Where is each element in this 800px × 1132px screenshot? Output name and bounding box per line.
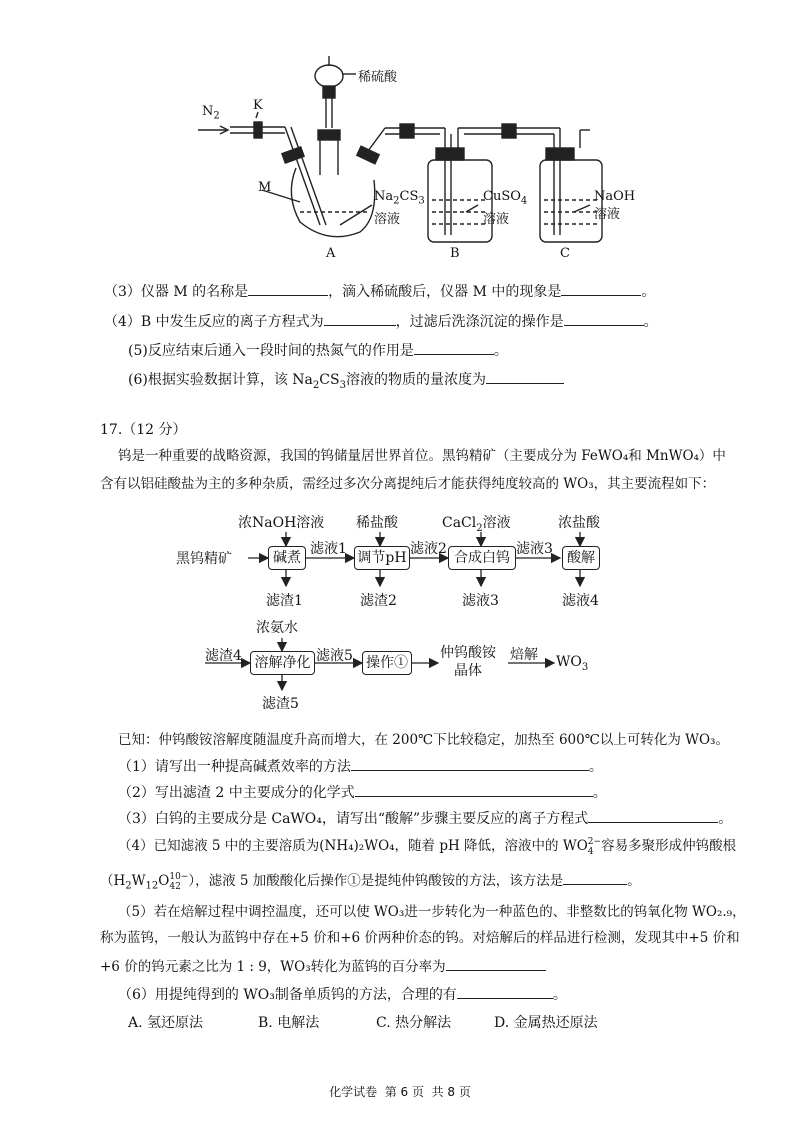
filtrate-5: 滤液5 xyxy=(316,648,353,664)
cuso4-label: CuSO$_4$ 溶液 xyxy=(483,189,528,227)
q17-item-6: （6）用提纯得到的 WO₃制备单质钨的方法，合理的有 。 xyxy=(118,984,567,1005)
step-calcine: 焙解 xyxy=(510,647,538,663)
final-product-wo3: $WO_3$ xyxy=(556,654,589,673)
q17-heading: 17.（12 分） xyxy=(100,422,187,438)
residue-5: 滤渣5 xyxy=(262,696,299,712)
residue-2: 滤渣2 xyxy=(360,593,397,609)
q17-item-5b: 称为蓝钨，一般认为蓝钨中存在+5 价和+6 价两种价态的钨。对焙解后的样品进行检测，发现其中+5 价和 xyxy=(100,930,740,946)
label-b: B xyxy=(450,246,460,261)
product-apt-crystal: 仲钨酸铵 晶体 xyxy=(440,645,496,679)
q17-intro-line1: 钨是一种重要的战略资源，我国的钨储量居世界首位。黑钨精矿（主要成分为 FeWO₄和 MnWO₄）中 xyxy=(118,448,726,464)
option-a: A. 氢还原法 xyxy=(128,1015,204,1031)
residue-1: 滤渣1 xyxy=(266,593,303,609)
q17-intro-line2: 含有以铝硅酸盐为主的多种杂质，需经过多次分离提纯后才能获得纯度较高的 WO₃，其主要流程如下： xyxy=(100,476,716,492)
bottle-c xyxy=(540,160,602,242)
liquid-4: 滤液4 xyxy=(562,593,599,609)
reagent-naoh: 浓NaOH溶液 xyxy=(238,515,325,531)
q16-item-5: (5)反应结束后通入一段时间的热氮气的作用是 。 xyxy=(128,340,508,361)
start-material: 黑钨精矿 xyxy=(176,551,232,567)
n2-label: $N_2$ xyxy=(202,104,220,122)
filtrate-2: 滤液2 xyxy=(410,541,447,557)
flask-m-label: M xyxy=(258,180,272,195)
step-acid-hydrolysis: 酸解 xyxy=(562,546,600,570)
q17-item-4b: （$H_2W_{12}O10-$ 42 ），滤液 5 加酸酸化后操作①是提纯仲钨酸铵的方法，该方法是 。 xyxy=(100,871,641,892)
step-adjust-ph: 调节pH xyxy=(354,546,410,570)
known-info: 已知：仲钨酸铵溶解度随温度升高而增大，在 200℃下比较稳定，加热至 600℃以上可转化为 WO₃。 xyxy=(118,732,729,748)
valve-k-label: K xyxy=(253,98,263,113)
label-a: A xyxy=(326,246,336,261)
reagent-cacl2: CaCl$_2$溶液 xyxy=(442,515,511,534)
q16-item-6: (6)根据实验数据计算，该 $Na_2CS_3$溶液的物质的量浓度为 xyxy=(128,369,564,396)
reagent-conc-hcl: 浓盐酸 xyxy=(558,515,600,531)
q17-item-2: （2）写出滤渣 2 中主要成分的化学式 。 xyxy=(118,782,607,803)
dropping-funnel xyxy=(315,65,343,87)
filtrate-1: 滤液1 xyxy=(310,541,347,557)
q17-item-5a: （5）若在焙解过程中调控温度，还可以使 WO₃进一步转化为一种蓝色的、非整数比的钨氧化物 WO₂.₉， xyxy=(118,904,746,920)
page-footer: 化学试卷 第 6 页 共 8 页 xyxy=(329,1085,471,1099)
q16-item-4: （4）B 中发生反应的离子方程式为 ，过滤后洗涤沉淀的操作是 。 xyxy=(104,311,658,332)
reagent-ammonia: 浓氨水 xyxy=(256,620,298,636)
step-operation-1: 操作① xyxy=(362,651,412,675)
liquid-3: 滤液3 xyxy=(462,593,499,609)
q17-item-4a: （4）已知滤液 5 中的主要溶质为(NH₄)₂WO₄，随着 pH 降低，溶液中的 WO2− 4 容易多聚形成仲钨酸根 xyxy=(118,836,737,857)
step-dissolve-purify: 溶解净化 xyxy=(250,651,315,675)
process-flowchart xyxy=(0,500,800,720)
reagent-dilute-hcl: 稀盐酸 xyxy=(356,515,398,531)
step-alkali-boil: 碱煮 xyxy=(268,546,306,570)
step-synthesize-scheelite: 合成白钨 xyxy=(448,546,516,570)
residue-4: 滤渣4 xyxy=(205,648,242,664)
valve-k xyxy=(254,122,262,138)
label-c: C xyxy=(560,246,570,261)
q17-item-5c: +6 价的钨元素之比为 1 : 9，WO₃转化为蓝钨的百分率为 xyxy=(100,956,546,977)
option-b: B. 电解法 xyxy=(258,1015,320,1031)
q17-item-3: （3）白钨的主要成分是 CaWO₄，请写出“酸解”步骤主要反应的离子方程式 。 xyxy=(118,808,732,829)
option-c: C. 热分解法 xyxy=(376,1015,452,1031)
naoh-label: NaOH 溶液 xyxy=(594,189,636,222)
filtrate-3: 滤液3 xyxy=(516,541,553,557)
acid-label: 稀硫酸 xyxy=(358,70,398,85)
q17-item-1: （1）请写出一种提高碱煮效率的方法 。 xyxy=(118,756,603,777)
na2cs3-label: $Na_2CS_3$ 溶液 xyxy=(374,189,425,227)
q16-item-3: （3）仪器 M 的名称是 ，滴入稀硫酸后，仪器 M 中的现象是 。 xyxy=(104,281,655,302)
apparatus-diagram xyxy=(0,0,800,275)
option-d: D. 金属热还原法 xyxy=(494,1015,598,1031)
